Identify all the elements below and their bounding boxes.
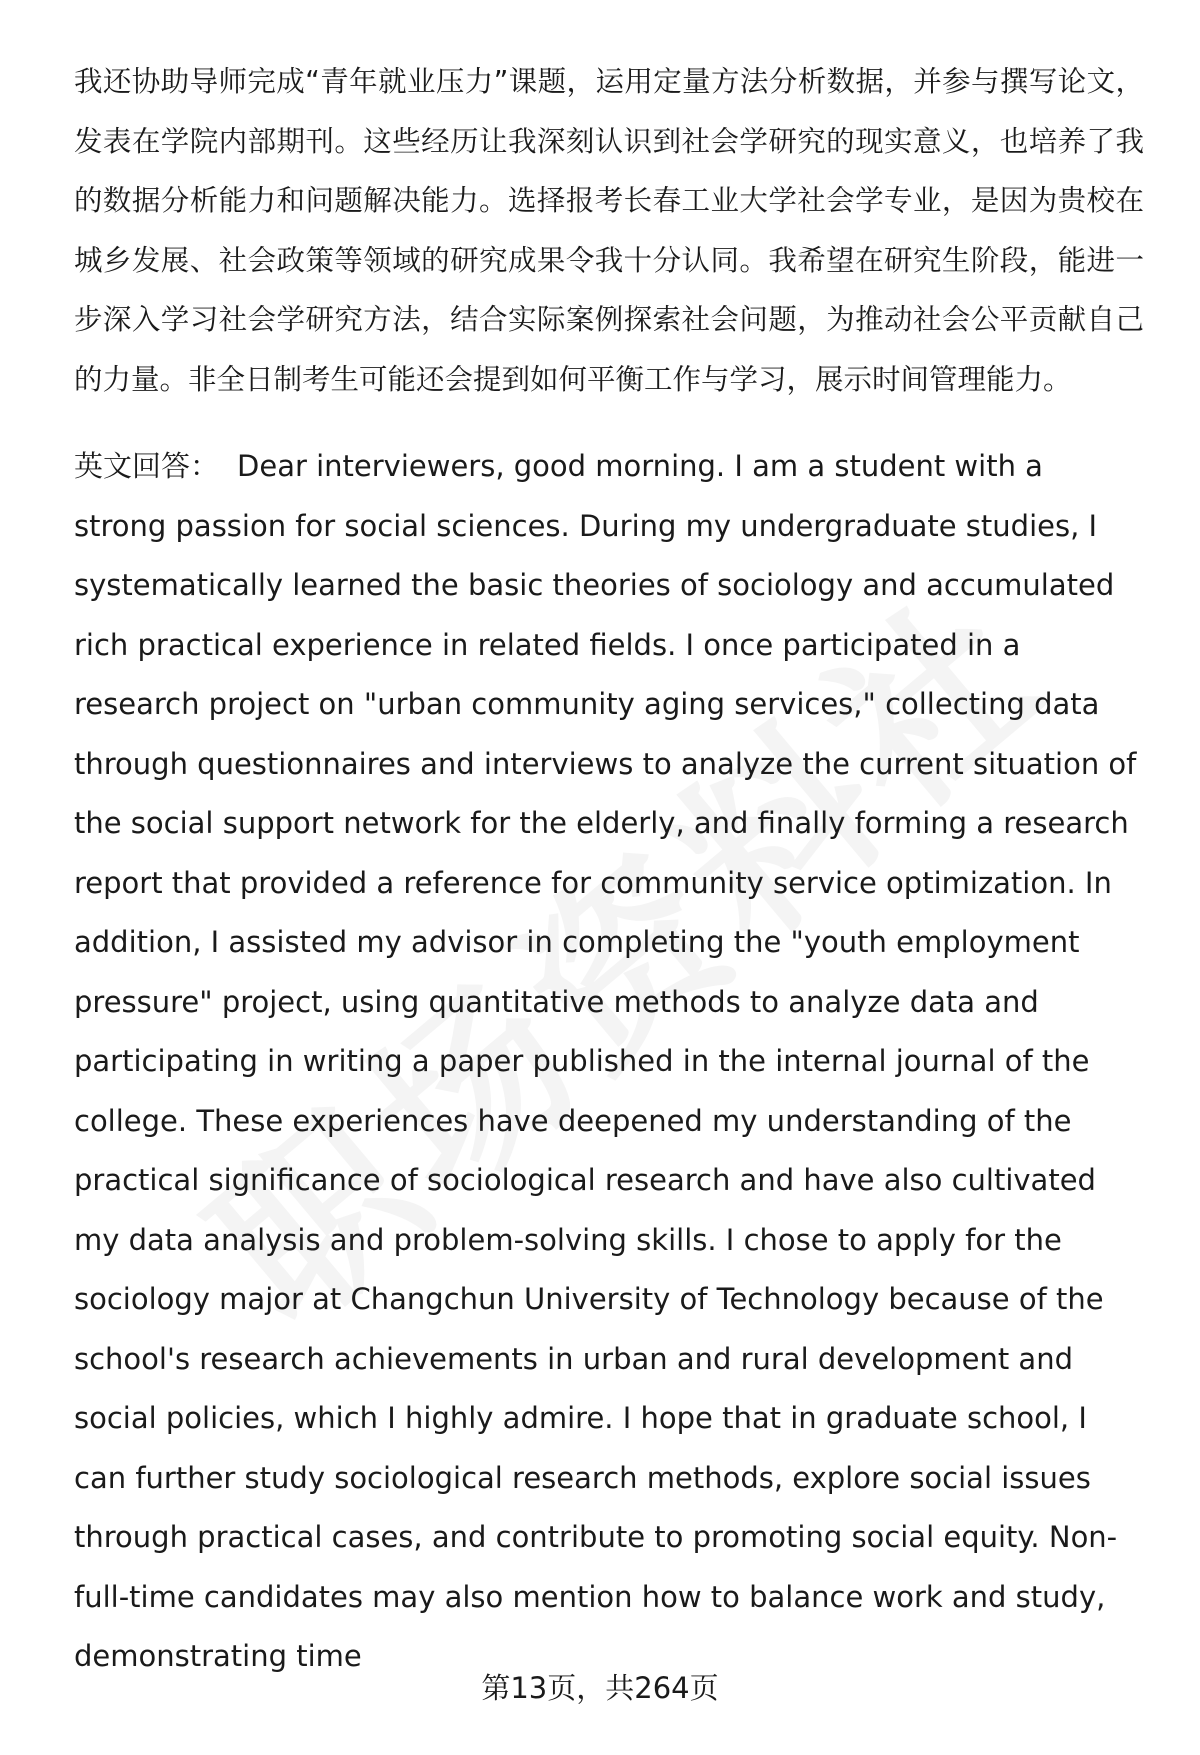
document-body: [74, 52, 1144, 1687]
english-answer-paragraph: [74, 437, 1144, 1687]
page-number-footer: 第13页，共264页: [481, 1671, 719, 1705]
english-answer-text: Dear interviewers, good morning. I am a student with a strong passion for social sciences. During my undergraduate studies, I systematically learned the basic theories of sociology and accumulated rich practical experience in related fields. I once participated in a research project on "urban community aging services," collecting data through questionnaires and interviews to analyze the current situation of the social support network for the elderly, and finally forming a research report that provided a reference for community service optimization. In addition, I assisted my advisor in completing the "youth employment pressure" project, using quantitative methods to analyze data and participating in writing a paper published in the internal journal of the college. These experiences have deepened my understanding of the practical significance of sociological research and have also cultivated my data analysis and problem-solving skills. I chose to apply for the sociology major at Changchun University of Technology because of the school's research achievements in urban and rural development and social policies, which I highly admire. I hope that in graduate school, I can further study sociological research methods, explore social issues through practical cases, and contribute to promoting social equity. Non-full-time candidates may also mention how to balance work and study, demonstrating time: [74, 449, 1137, 1673]
chinese-answer-paragraph: 我还协助导师完成“青年就业压力”课题，运用定量方法分析数据，并参与撰写论文，发表在学院内部期刊。这些经历让我深刻认识到社会学研究的现实意义，也培养了我的数据分析能力和问题解决能力。选择报考长春工业大学社会学专业，是因为贵校在城乡发展、社会政策等领域的研究成果令我十分认同。我希望在研究生阶段，能进一步深入学习社会学研究方法，结合实际案例探索社会问题，为推动社会公平贡献自己的力量。非全日制考生可能还会提到如何平衡工作与学习，展示时间管理能力。: [74, 65, 1144, 396]
english-answer-label: 英文回答：: [74, 449, 220, 483]
